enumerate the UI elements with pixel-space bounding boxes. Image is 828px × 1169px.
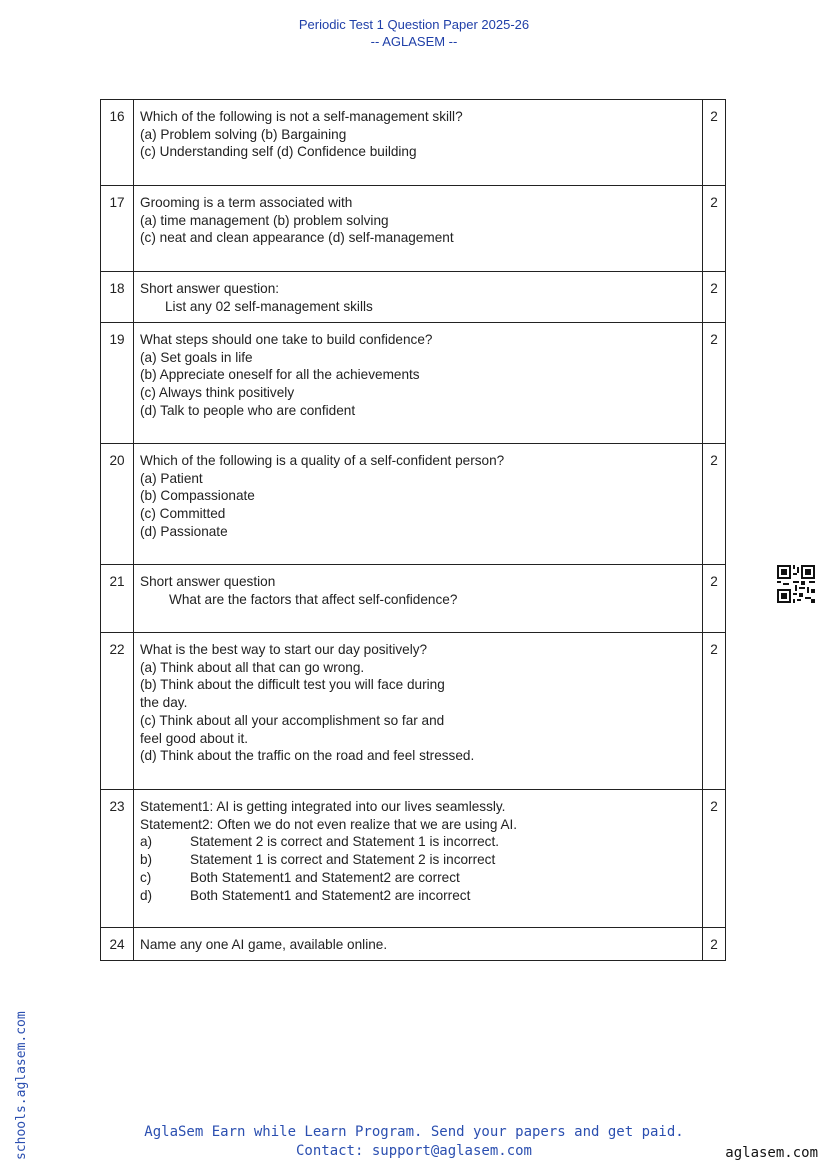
question-text [134,633,703,790]
question-text [134,565,703,633]
answer-option [140,887,696,905]
question-line: feel good about it. [140,730,249,746]
question-number: 20 [101,444,134,565]
question-marks: 2 [703,928,726,961]
option-text: Both Statement1 and Statement2 are correct [190,869,460,885]
option-letter: d) [140,887,153,903]
paper-title: Periodic Test 1 Question Paper 2025-26 [298,17,530,32]
question-line: (b) Appreciate oneself for all the achievements [140,367,420,383]
question-line: (a) time management (b) problem solving [140,212,389,228]
question-row [101,790,726,928]
question-line: (a) Problem solving (b) Bargaining [140,126,347,142]
question-line: (c) Understanding self (d) Confidence building [140,144,417,160]
question-line: What is the best way to start our day positively? [140,642,428,657]
question-table [100,99,726,961]
question-line: List any 02 self-management skills [165,298,373,314]
question-marks: 2 [703,272,726,323]
question-line: Grooming is a term associated with [140,195,353,210]
answer-option [140,851,696,869]
question-number: 22 [101,633,134,790]
paper-subtitle: -- AGLASEM -- [370,34,458,49]
question-line: (c) Always think positively [140,385,295,401]
question-line: (a) Think about all that can go wrong. [140,659,365,675]
question-line: Which of the following is not a self-management skill? [140,109,463,124]
question-line: (c) Committed [140,506,226,522]
question-number: 24 [101,928,134,961]
question-line: (b) Think about the difficult test you will face during [140,677,445,693]
question-marks: 2 [703,444,726,565]
question-line: Short answer question [140,574,276,589]
question-line: What steps should one take to build confidence? [140,332,433,347]
question-line: (c) neat and clean appearance (d) self-management [140,230,454,246]
question-line: (d) Think about the traffic on the road and feel stressed. [140,748,475,764]
question-marks: 2 [703,323,726,444]
question-number: 17 [101,186,134,272]
option-letter: b) [140,852,153,868]
option-letter: c) [140,869,152,885]
option-text: Statement 1 is correct and Statement 2 is incorrect [190,852,496,868]
question-line: What are the factors that affect self-confidence? [169,591,458,607]
question-text [134,100,703,186]
question-text [134,928,703,961]
question-row [101,272,726,323]
question-text [134,444,703,565]
footer-brand-link[interactable]: aglasem.com [725,1145,818,1161]
option-text: Statement 2 is correct and Statement 1 is incorrect. [190,834,500,850]
question-text [134,272,703,323]
question-row [101,928,726,961]
question-marks: 2 [703,633,726,790]
question-text [134,790,703,928]
question-row [101,323,726,444]
question-line: Statement1: AI is getting integrated into our lives seamlessly. [140,799,506,814]
question-line: (b) Compassionate [140,488,255,504]
question-text [134,323,703,444]
option-text: Both Statement1 and Statement2 are incorrect [190,887,471,903]
question-number: 21 [101,565,134,633]
question-row [101,444,726,565]
qr-code-icon[interactable] [777,565,815,603]
question-line: (d) Talk to people who are confident [140,402,356,418]
question-line: Name any one AI game, available online. [140,937,388,952]
question-line: Which of the following is a quality of a self-confident person? [140,453,505,468]
question-line: Statement2: Often we do not even realize that we are using AI. [140,816,518,832]
option-letter: a) [140,834,153,850]
sidebar-watermark-link[interactable]: schools.aglasem.com [14,1011,29,1160]
question-row [101,565,726,633]
question-marks: 2 [703,186,726,272]
question-line: (c) Think about all your accomplishment so far and [140,712,445,728]
question-number: 16 [101,100,134,186]
footer-contact[interactable]: Contact: support@aglasem.com [295,1143,532,1159]
question-number: 19 [101,323,134,444]
question-text [134,186,703,272]
question-line: the day. [140,695,188,711]
question-line: (a) Set goals in life [140,349,253,365]
answer-option [140,869,696,887]
question-number: 18 [101,272,134,323]
question-line: Short answer question: [140,281,280,296]
question-marks: 2 [703,565,726,633]
question-row [101,633,726,790]
question-row [101,100,726,186]
answer-option [140,833,696,851]
question-line: (a) Patient [140,470,203,486]
question-marks: 2 [703,100,726,186]
question-marks: 2 [703,790,726,928]
question-row [101,186,726,272]
question-number: 23 [101,790,134,928]
question-line: (d) Passionate [140,523,228,539]
footer-promo: AglaSem Earn while Learn Program. Send your papers and get paid. [144,1124,684,1140]
